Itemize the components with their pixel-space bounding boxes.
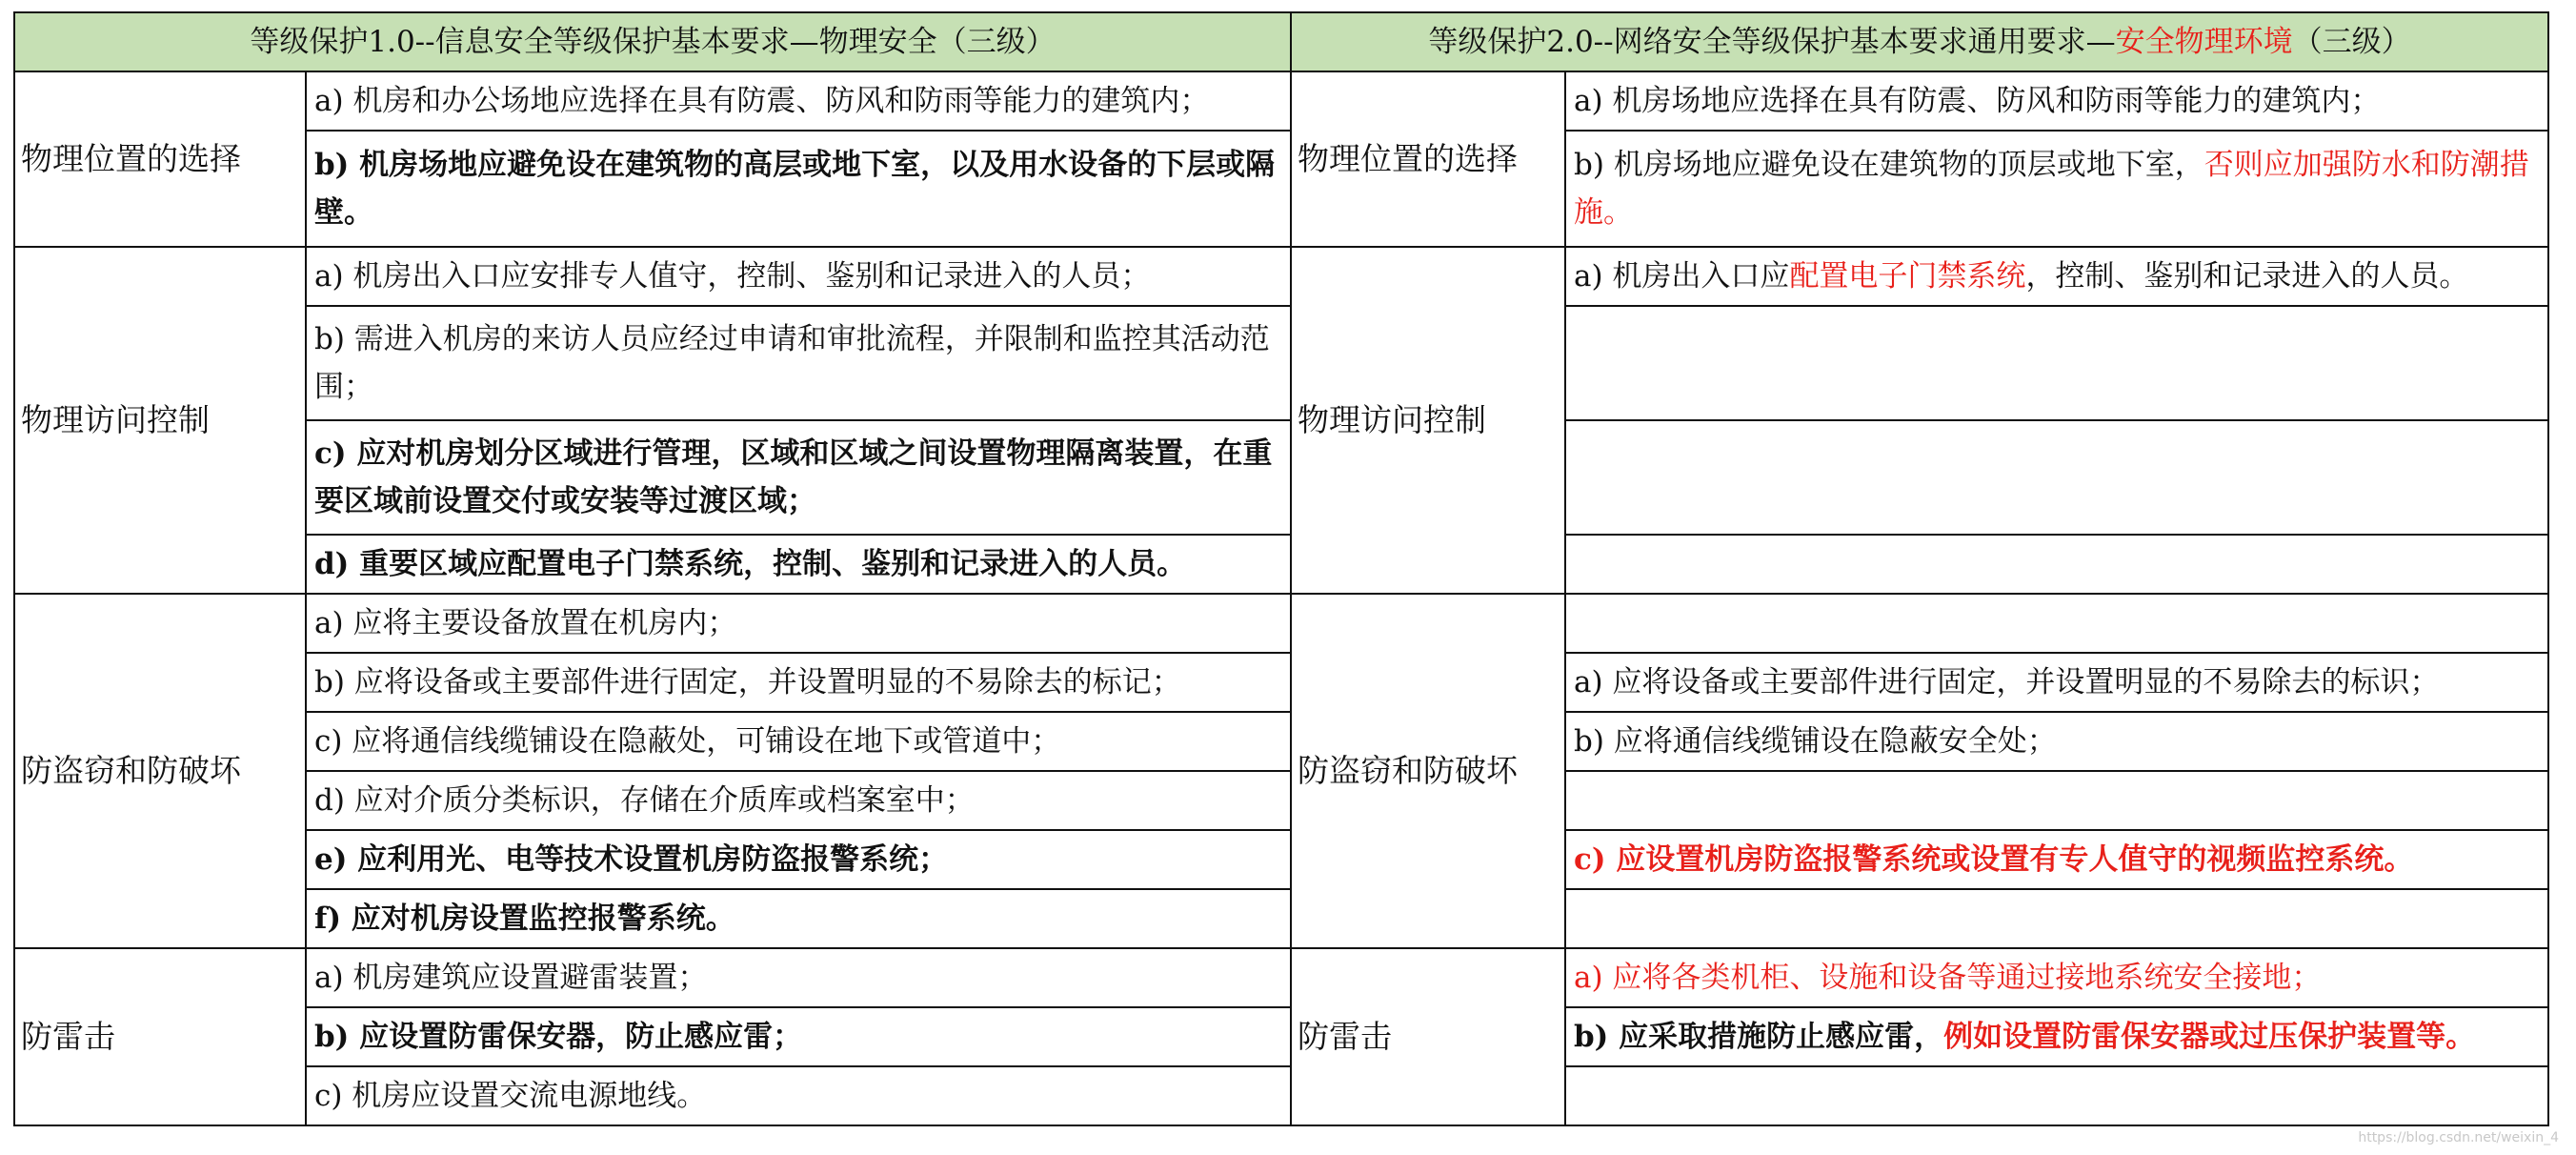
category-access-v1[interactable]: 物理访问控制 (14, 247, 306, 594)
header-row (14, 12, 2548, 71)
v1-theft-f[interactable]: f) 应对机房设置监控报警系统。 (306, 889, 1291, 948)
v1-lightning-c[interactable]: c) 机房应设置交流电源地线。 (306, 1066, 1291, 1125)
v1-theft-a[interactable]: a) 应将主要设备放置在机房内； (306, 594, 1291, 653)
table-row (14, 1007, 2548, 1066)
v1-access-b[interactable]: b) 需进入机房的来访人员应经过申请和审批流程，并限制和监控其活动范围； (306, 306, 1291, 420)
v1-theft-e[interactable]: e) 应利用光、电等技术设置机房防盗报警系统； (306, 830, 1291, 889)
v2-access-a-suffix: ，控制、鉴别和记录进入的人员。 (2025, 259, 2469, 294)
v2-access-a[interactable] (1565, 247, 2548, 306)
header-v1[interactable]: 等级保护1.0--信息安全等级保护基本要求—物理安全（三级） (14, 12, 1291, 71)
table-row (14, 712, 2548, 771)
table-row (14, 948, 2548, 1007)
table-row (14, 653, 2548, 712)
v2-theft-b[interactable]: b) 应将通信线缆铺设在隐蔽安全处； (1565, 712, 2548, 771)
table-row (14, 247, 2548, 306)
v1-theft-c[interactable]: c) 应将通信线缆铺设在隐蔽处，可铺设在地下或管道中； (306, 712, 1291, 771)
header-v2-highlight: 安全物理环境 (2115, 25, 2293, 59)
category-theft-v1[interactable]: 防盗窃和防破坏 (14, 594, 306, 948)
category-location-v2[interactable]: 物理位置的选择 (1291, 71, 1565, 247)
v2-theft-c[interactable]: c) 应设置机房防盗报警系统或设置有专人值守的视频监控系统。 (1565, 830, 2548, 889)
v2-access-empty-1[interactable] (1565, 306, 2548, 420)
category-lightning-v1[interactable]: 防雷击 (14, 948, 306, 1125)
v2-location-a[interactable]: a) 机房场地应选择在具有防震、防风和防雨等能力的建筑内； (1565, 71, 2548, 131)
table-row (14, 771, 2548, 830)
table-row (14, 71, 2548, 131)
v2-access-empty-3[interactable] (1565, 535, 2548, 594)
v2-access-a-red: 配置电子门禁系统 (1789, 259, 2026, 294)
v1-location-b[interactable]: b) 机房场地应避免设在建筑物的高层或地下室，以及用水设备的下层或隔壁。 (306, 131, 1291, 247)
header-v2-suffix: （三级） (2292, 25, 2411, 59)
header-v2-prefix: 等级保护2.0--网络安全等级保护基本要求通用要求— (1428, 25, 2116, 59)
v2-access-empty-2[interactable] (1565, 420, 2548, 535)
comparison-table (13, 11, 2549, 1126)
v1-access-d[interactable]: d) 重要区域应配置电子门禁系统，控制、鉴别和记录进入的人员。 (306, 535, 1291, 594)
v2-location-b-text: b) 机房场地应避免设在建筑物的顶层或地下室， (1574, 148, 2204, 182)
v1-theft-d[interactable]: d) 应对介质分类标识，存储在介质库或档案室中； (306, 771, 1291, 830)
v1-lightning-a[interactable]: a) 机房建筑应设置避雷装置； (306, 948, 1291, 1007)
v2-lightning-b-text: b) 应采取措施防止感应雷， (1574, 1020, 1944, 1054)
category-lightning-v2[interactable]: 防雷击 (1291, 948, 1565, 1125)
v2-theft-a[interactable]: a) 应将设备或主要部件进行固定，并设置明显的不易除去的标识； (1565, 653, 2548, 712)
v1-theft-b[interactable]: b) 应将设备或主要部件进行固定，并设置明显的不易除去的标记； (306, 653, 1291, 712)
v2-location-b[interactable] (1565, 131, 2548, 247)
v1-lightning-b[interactable]: b) 应设置防雷保安器，防止感应雷； (306, 1007, 1291, 1066)
v1-access-a[interactable]: a) 机房出入口应安排专人值守，控制、鉴别和记录进入的人员； (306, 247, 1291, 306)
v2-access-a-prefix: a) 机房出入口应 (1574, 259, 1790, 294)
table-row (14, 420, 2548, 535)
table-row (14, 306, 2548, 420)
v2-location-b-red: 否则应加强防水和防潮措施。 (1574, 148, 2529, 230)
v2-theft-empty-1[interactable] (1565, 594, 2548, 653)
v2-lightning-empty[interactable] (1565, 1066, 2548, 1125)
v1-access-c[interactable]: c) 应对机房划分区域进行管理，区域和区域之间设置物理隔离装置，在重要区域前设置交付或安装等过渡区域； (306, 420, 1291, 535)
v2-lightning-a[interactable]: a) 应将各类机柜、设施和设备等通过接地系统安全接地； (1565, 948, 2548, 1007)
table-row (14, 535, 2548, 594)
table-row (14, 131, 2548, 247)
v2-lightning-b[interactable] (1565, 1007, 2548, 1066)
category-location-v1[interactable]: 物理位置的选择 (14, 71, 306, 247)
v1-location-a[interactable]: a) 机房和办公场地应选择在具有防震、防风和防雨等能力的建筑内； (306, 71, 1291, 131)
v2-lightning-b-red: 例如设置防雷保安器或过压保护装置等。 (1943, 1020, 2476, 1054)
table-row (14, 830, 2548, 889)
table-row (14, 594, 2548, 653)
category-theft-v2[interactable]: 防盗窃和防破坏 (1291, 594, 1565, 948)
table-row (14, 889, 2548, 948)
category-access-v2[interactable]: 物理访问控制 (1291, 247, 1565, 594)
v2-theft-empty-3[interactable] (1565, 889, 2548, 948)
v2-theft-empty-2[interactable] (1565, 771, 2548, 830)
table-row (14, 1066, 2548, 1125)
header-v2[interactable] (1291, 12, 2548, 71)
watermark: https://blog.csdn.net/weixin_4 (2358, 1130, 2559, 1145)
